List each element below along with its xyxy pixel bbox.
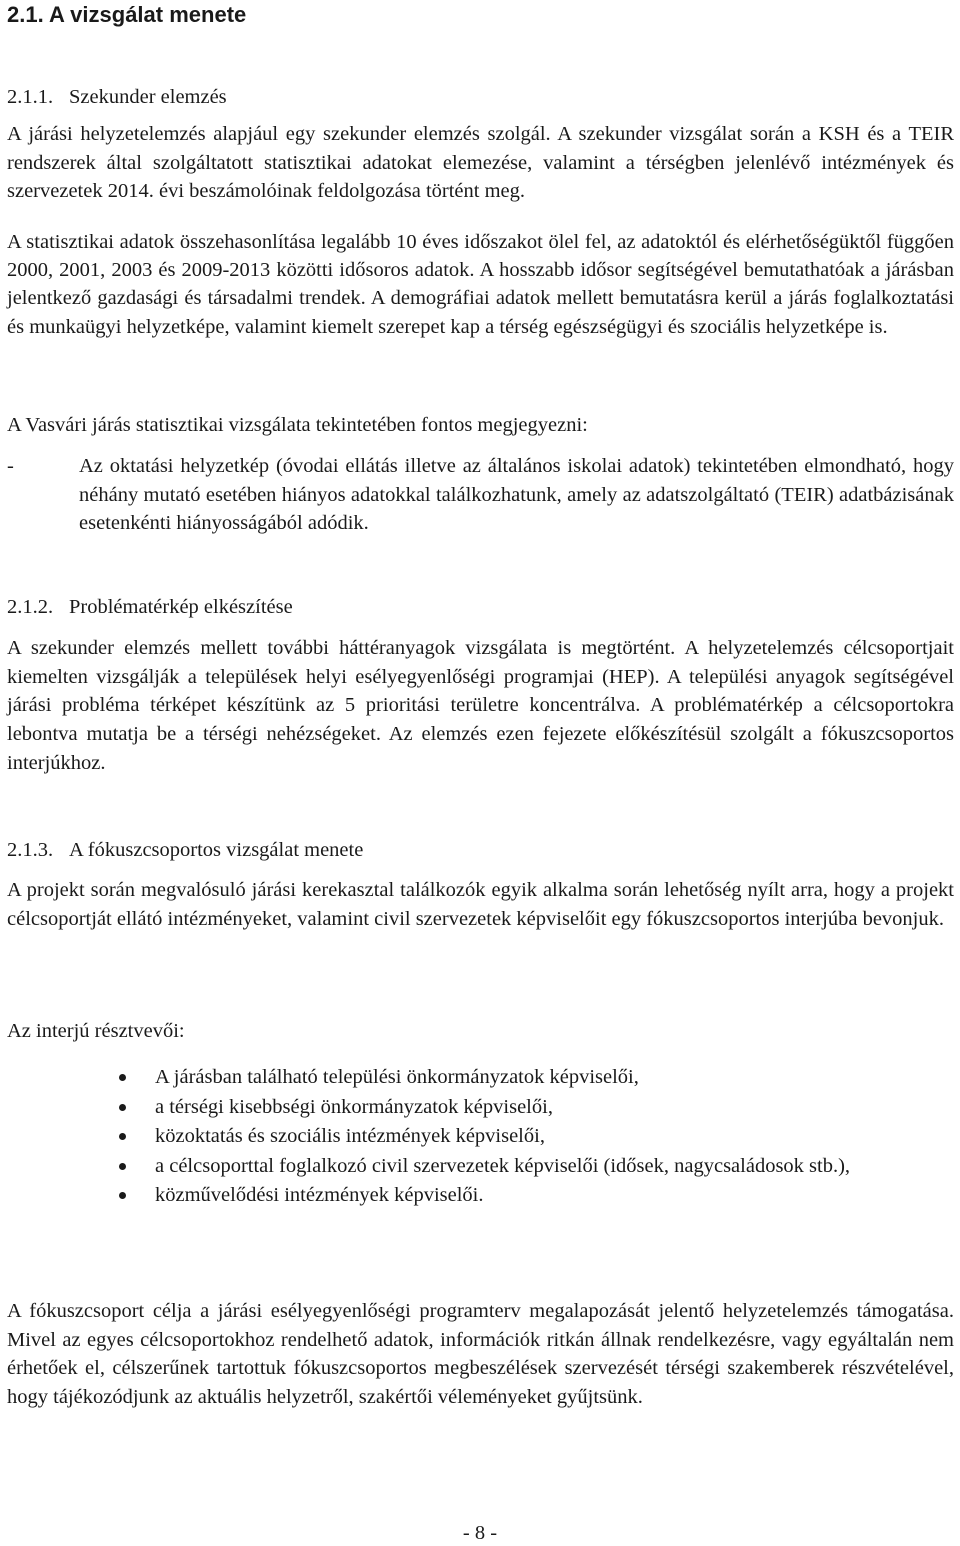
subsection-title: A fókuszcsoportos vizsgálat menete — [69, 839, 364, 861]
dash-list-item — [7, 452, 954, 538]
subsection-title: Szekunder elemzés — [69, 86, 227, 108]
subsection-number: 2.1.3. — [7, 839, 54, 861]
list-item — [7, 1152, 954, 1182]
paragraph-focus-group: A projekt során megvalósuló járási kerekasztal találkozók egyik alkalma során lehetőség nyílt arra, hogy a projekt célcsoportját ellátó intézményeket, valamint civil szervezetek képviselőit egy fókuszcsoportos interjúba bevonjuk. — [7, 879, 954, 930]
dash-marker: - — [7, 455, 14, 477]
list-item-text: a célcsoporttal foglalkozó civil szervezetek képviselői (idősek, nagycsaládosok stb.), — [155, 1154, 851, 1177]
paragraph-problem-map: A szekunder elemzés mellett további háttéranyagok vizsgálata is megtörtént. A helyzetelemzés célcsoportjait kiemelten vizsgálják a települések helyi esélyegyenlőségi programjai (HEP). A települési anyagok segítségével járási probléma térképet készítünk az 5 prioritási területre koncentrálva. A problématérkép a célcsoportokra lebontva mutatja be a térségi nehézségeket. Az elemzés ezen fejezete előkészítésül szolgált a fókuszcsoportos interjúkhoz. — [7, 637, 954, 774]
subsection-number: 2.1.1. — [7, 86, 54, 108]
subsection-heading-2-1-2 — [7, 593, 293, 621]
list-item — [7, 1063, 954, 1093]
bullet-icon — [119, 1163, 126, 1170]
list-item-text: közoktatás és szociális intézmények képviselői, — [155, 1125, 545, 1147]
page-number: - 8 - — [462, 1522, 498, 1544]
paragraph-statistical-data: A statisztikai adatok összehasonlítása legalább 10 éves időszakot ölel fel, az adatoktól és elérhetőségüktől függően 2000, 2001, 2003 és 2009-2013 közötti idősoros adatok. A hosszabb idősor segítségével bemutathatóak a járásban jelentkező gazdasági és társadalmi trendek. A demográfiai adatok mellett bemutatásra kerül a járás foglalkoztatási és munkaügyi helyzetképe, valamint kiemelt szerepet kap a térség egészségügyi és szociális helyzetképe is. — [7, 231, 954, 338]
paragraph-focus-group-goal: A fókuszcsoport célja a járási esélyegyenlőségi programterv megalapozását jelentő helyzetelemzés támogatása. Mivel az egyes célcsoportokhoz rendelhető adatok, információk ritkán állnak rendelkezésre, vagy egyáltalán nem érhetőek el, célszerűnek tartottuk fókuszcsoportos megbeszélések szervezését térségi szakemberek részvételével, hogy tájékozódjunk az aktuális helyzetről, szakértői véleményeket gyűjtsünk. — [7, 1300, 954, 1409]
subsection-heading-2-1-3 — [7, 836, 363, 864]
participants-list — [7, 1063, 954, 1211]
section-heading: 2.1. A vizsgálat menete — [7, 2, 247, 27]
paragraph-secondary-analysis: A járási helyzetelemzés alapjául egy szekunder elemzés szolgál. A szekunder vizsgálat során a KSH és a TEIR rendszerek által szolgáltatott statisztikai adatokat elemezése, valamint a térségben jelenlévő intézmények és szervezetek 2014. évi beszámolóinak feldolgozása történt meg. — [7, 123, 954, 203]
list-item-text: közművelődési intézmények képviselői. — [155, 1184, 484, 1206]
bullet-icon — [119, 1104, 126, 1111]
subsection-heading-2-1-1 — [7, 83, 227, 111]
list-item — [7, 1181, 954, 1211]
subsection-number: 2.1.2. — [7, 596, 54, 618]
paragraph-vasvar-note: A Vasvári járás statisztikai vizsgálata tekintetében fontos megjegyezni: — [7, 414, 588, 436]
participants-label: Az interjú résztvevői: — [7, 1020, 185, 1042]
list-item — [7, 1093, 954, 1123]
bullet-icon — [119, 1133, 126, 1140]
bullet-icon — [119, 1192, 126, 1199]
list-item-text: A járásban található települési önkormányzatok képviselői, — [155, 1066, 639, 1088]
bullet-icon — [119, 1074, 126, 1081]
subsection-title: Problématérkép elkészítése — [69, 596, 293, 618]
list-item-text: a térségi kisebbségi önkormányzatok képviselői, — [155, 1095, 553, 1118]
dash-item-text: Az oktatási helyzetkép (óvodai ellátás illetve az általános iskolai adatok) tekintetében elmondható, hogy néhány mutató esetében hiányos adatokkal találkozhatunk, amely az adatszolgáltató (TEIR) adatbázisának esetenkénti hiányosságából adódik. — [79, 455, 954, 535]
list-item — [7, 1122, 954, 1152]
